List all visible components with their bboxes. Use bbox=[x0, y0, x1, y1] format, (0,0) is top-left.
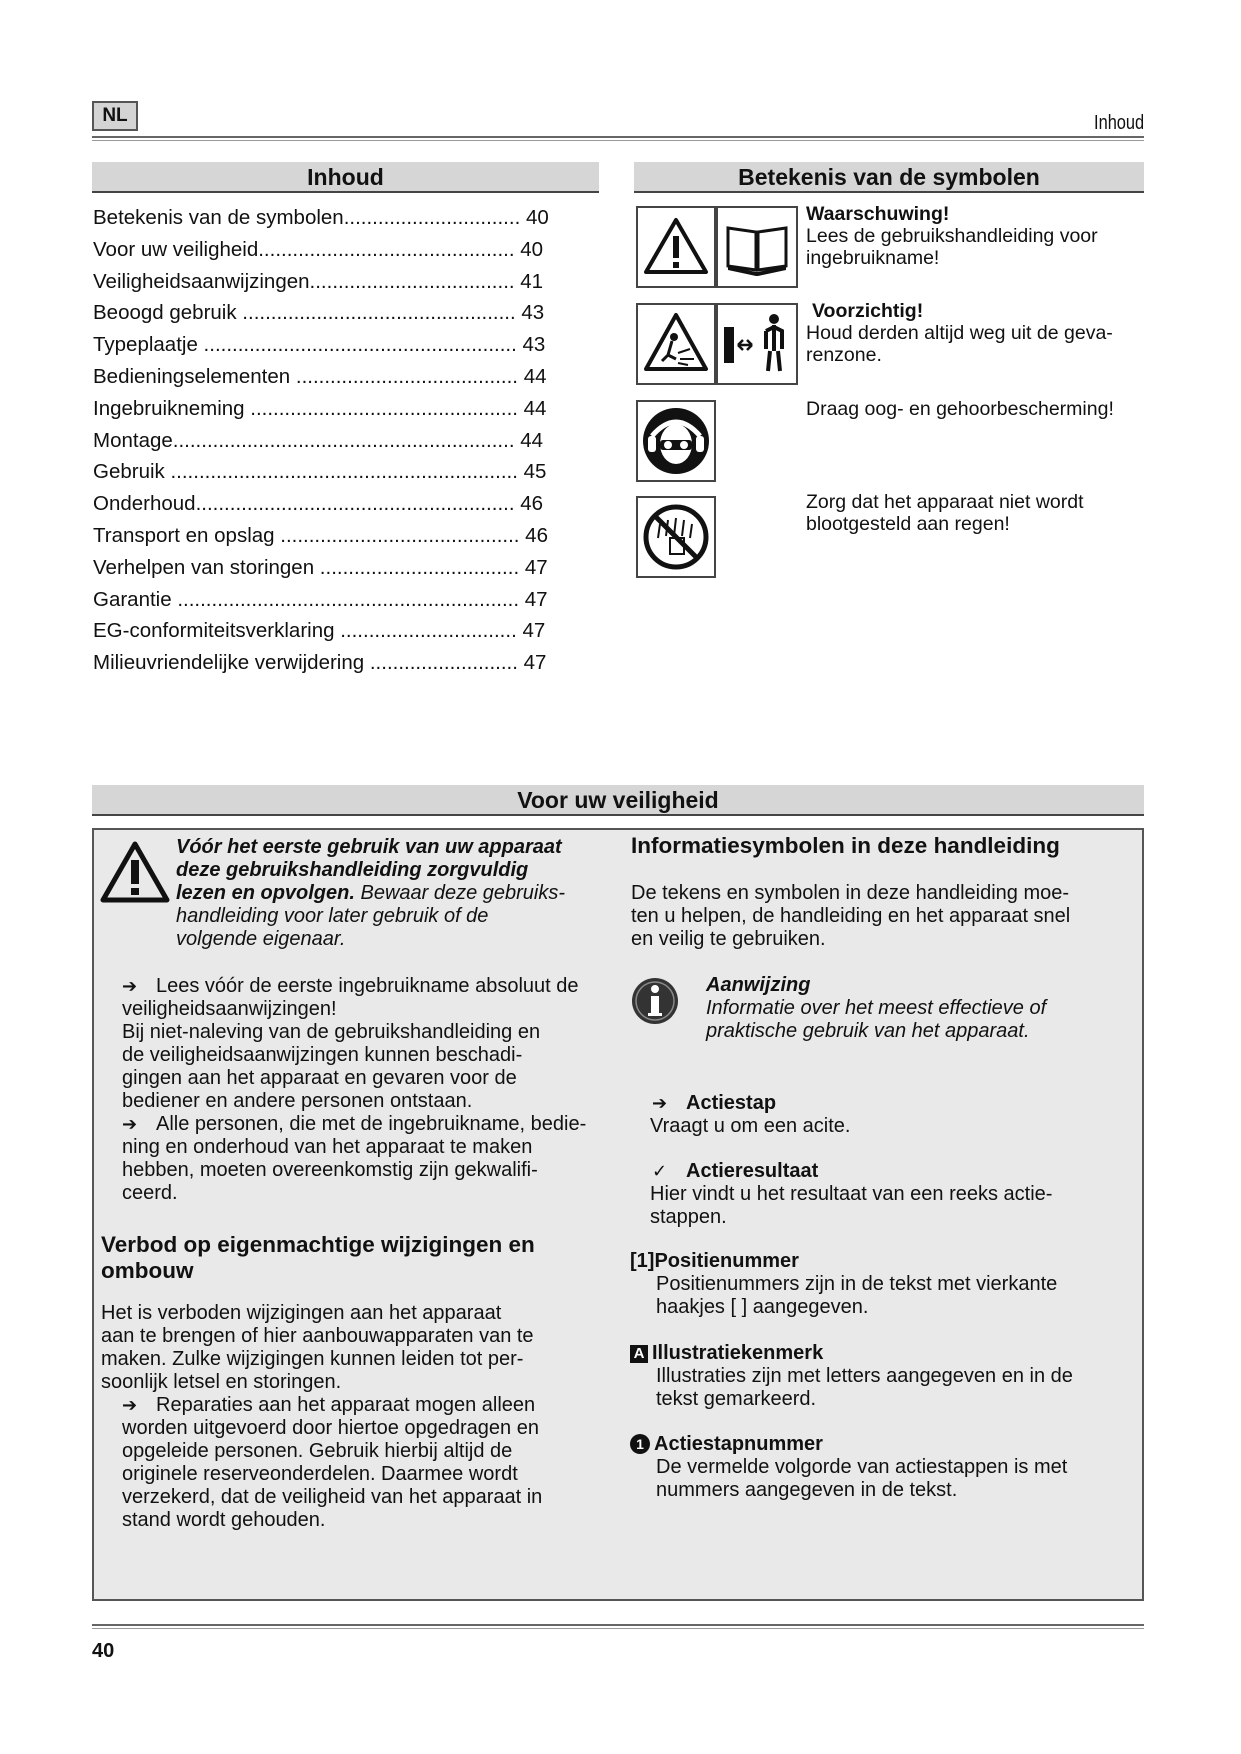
instruction-line: de veiligheidsaanwijzingen kunnen beschadi- bbox=[122, 1044, 523, 1066]
toc-entry[interactable]: Montage............................................................ 44 bbox=[93, 428, 544, 452]
toc-entry[interactable]: Gebruik ............................................................. 45 bbox=[93, 460, 547, 484]
toc-entry[interactable]: Beoogd gebruik ................................................ 43 bbox=[93, 301, 545, 325]
positie-block bbox=[630, 1250, 1057, 1319]
heading-line: Verbod op eigenmachtige wijzigingen en bbox=[101, 1232, 535, 1257]
caution-symbol-box bbox=[636, 303, 716, 385]
toc-entry[interactable]: Betekenis van de symbolen............................... 40 bbox=[93, 206, 549, 229]
intro-line: handleiding voor later gebruik of de bbox=[176, 905, 489, 927]
positie-line: haakjes [ ] aangegeven. bbox=[656, 1296, 869, 1318]
toc-entry[interactable]: Garantie ............................................................ 47 bbox=[93, 587, 548, 611]
aanwijzing-line: praktische gebruik van het apparaat. bbox=[706, 1020, 1030, 1042]
safety-intro bbox=[176, 836, 616, 951]
info-heading: Informatiesymbolen in deze handleiding bbox=[631, 833, 1060, 858]
verbod-text bbox=[101, 1302, 621, 1532]
verbod-line: worden uitgevoerd door hiertoe opgedragen en bbox=[122, 1417, 539, 1439]
toc-entry[interactable]: Typeplaatje ....................................................... 43 bbox=[93, 333, 546, 357]
symbol-line: Houd derden altijd weg uit de geva- bbox=[806, 322, 1113, 344]
instruction-line: bediener en andere personen ontstaan. bbox=[122, 1090, 473, 1112]
actieresultaat-heading: Actieresultaat bbox=[686, 1160, 819, 1182]
symbol-line: Lees de gebruikshandleiding voor bbox=[806, 225, 1098, 247]
actiestapnummer-block bbox=[630, 1433, 1067, 1502]
actiestap-text: Vraagt u om een acite. bbox=[650, 1115, 851, 1137]
toc-entry[interactable]: Transport en opslag .......................................... 46 bbox=[93, 523, 548, 547]
actiestap-block bbox=[650, 1092, 851, 1138]
info-line: De tekens en symbolen in deze handleiding moe- bbox=[631, 882, 1070, 904]
verbod-line: aan te brengen of hier aanbouwapparaten van te bbox=[101, 1325, 534, 1347]
symbol-line: Zorg dat het apparaat niet wordt bbox=[806, 491, 1084, 513]
actiestap-heading: Actiestap bbox=[686, 1092, 777, 1114]
arrow-icon: ➔ bbox=[652, 1093, 668, 1113]
instruction-line: gingen aan het apparaat en gevaren voor de bbox=[122, 1067, 517, 1089]
info-icon bbox=[630, 976, 680, 1026]
symbol-description-caution bbox=[806, 300, 1113, 366]
header-rule bbox=[92, 136, 1144, 141]
symbol-description-no-rain bbox=[806, 491, 1084, 535]
eye-ear-protection-icon bbox=[638, 402, 714, 480]
symbol-line: blootgesteld aan regen! bbox=[806, 513, 1010, 535]
illustratie-block bbox=[630, 1342, 1073, 1411]
info-text bbox=[631, 882, 1070, 951]
actiestapnummer-line: nummers aangegeven in de tekst. bbox=[656, 1479, 958, 1501]
toc-title: Inhoud bbox=[92, 162, 599, 193]
heading-line: ombouw bbox=[101, 1258, 194, 1283]
toc-entry[interactable]: Veiligheidsaanwijzingen.................................... 41 bbox=[93, 269, 544, 293]
footer-rule bbox=[92, 1624, 1144, 1629]
header-section-title: Inhoud bbox=[1093, 112, 1144, 134]
keep-distance-icon bbox=[718, 305, 796, 383]
intro-line: volgende eigenaar. bbox=[176, 928, 346, 950]
instruction-line: Bij niet-naleving van de gebruikshandleiding en bbox=[122, 1021, 541, 1043]
arrow-icon: ➔ bbox=[122, 976, 138, 996]
instruction-line: ning en onderhoud van het apparaat te maken bbox=[122, 1136, 533, 1158]
illustratie-line: tekst gemarkeerd. bbox=[656, 1388, 817, 1410]
actiestapnummer-heading: Actiestapnummer bbox=[654, 1433, 823, 1455]
verbod-line: stand wordt gehouden. bbox=[122, 1509, 326, 1531]
verbod-line: opgeleide personen. Gebruik hierbij altijd de bbox=[122, 1440, 513, 1462]
instruction-line: veiligheidsaanwijzingen! bbox=[122, 998, 337, 1020]
actieresultaat-block bbox=[650, 1160, 1052, 1229]
safety-title: Voor uw veiligheid bbox=[92, 785, 1144, 816]
symbol-heading: Waarschuwing! bbox=[806, 203, 950, 225]
toc-entry[interactable]: Voor uw veiligheid............................................. 40 bbox=[93, 237, 544, 261]
symbol-line: Draag oog- en gehoorbescherming! bbox=[806, 398, 1114, 420]
symbol-description-warning bbox=[806, 203, 1098, 269]
toc-entry[interactable]: Bedieningselementen ....................................... 44 bbox=[93, 364, 547, 388]
aanwijzing-line: Informatie over het meest effectieve of bbox=[706, 997, 1047, 1019]
actieresultaat-line: stappen. bbox=[650, 1206, 727, 1228]
intro-bold-line: deze gebruikshandleiding zorgvuldig bbox=[176, 859, 529, 881]
warning-symbol-box bbox=[636, 206, 716, 288]
verbod-line: maken. Zulke wijzigingen kunnen leiden tot per- bbox=[101, 1348, 524, 1370]
verbod-line: Reparaties aan het apparaat mogen alleen bbox=[156, 1394, 536, 1416]
page-number: 40 bbox=[92, 1640, 115, 1662]
instruction-line: hebben, moeten overeenkomstig zijn gekwalifi- bbox=[122, 1159, 538, 1181]
intro-line: Bewaar deze gebruiks- bbox=[360, 882, 566, 904]
symbols-title: Betekenis van de symbolen bbox=[634, 162, 1144, 193]
verbod-line: soonlijk letsel en storingen. bbox=[101, 1371, 342, 1393]
verbod-line: originele reserveonderdelen. Daarmee wordt bbox=[122, 1463, 518, 1485]
toc-entry[interactable]: EG-conformiteitsverklaring ............................... 47 bbox=[93, 619, 546, 643]
aanwijzing-block bbox=[706, 974, 1046, 1043]
info-line: en veilig te gebruiken. bbox=[631, 928, 826, 950]
aanwijzing-heading: Aanwijzing bbox=[706, 974, 811, 996]
info-line: ten u helpen, de handleiding en het apparaat snel bbox=[631, 905, 1071, 927]
intro-bold-line: Vóór het eerste gebruik van uw apparaat bbox=[176, 836, 562, 858]
manual-symbol-box bbox=[716, 206, 798, 288]
checkmark-icon: ✓ bbox=[652, 1161, 668, 1181]
intro-bold-line: lezen en opvolgen. bbox=[176, 882, 355, 904]
symbol-line: renzone. bbox=[806, 344, 882, 366]
warning-triangle-icon bbox=[638, 208, 714, 286]
no-rain-symbol-box bbox=[636, 496, 716, 578]
verbod-line: verzekerd, dat de veiligheid van het apparaat in bbox=[122, 1486, 543, 1508]
symbol-line: ingebruikname! bbox=[806, 247, 940, 269]
actiestapnummer-line: De vermelde volgorde van actiestappen is met bbox=[656, 1456, 1068, 1478]
instruction-line: Lees vóór de eerste ingebruikname absoluut de bbox=[156, 975, 579, 997]
arrow-icon: ➔ bbox=[122, 1395, 138, 1415]
illustratie-badge: A bbox=[630, 1345, 648, 1363]
verbod-line: Het is verboden wijzigingen aan het apparaat bbox=[101, 1302, 502, 1324]
arrow-icon: ➔ bbox=[122, 1114, 138, 1134]
language-badge: NL bbox=[92, 101, 138, 131]
toc-entry[interactable]: Ingebruikneming ............................................... 44 bbox=[93, 396, 547, 420]
illustratie-line: Illustraties zijn met letters aangegeven en in de bbox=[656, 1365, 1073, 1387]
verbod-heading bbox=[101, 1232, 535, 1284]
safety-instructions bbox=[122, 975, 632, 1205]
illustratie-heading: Illustratiekenmerk bbox=[652, 1342, 824, 1364]
instruction-line: Alle personen, die met de ingebruikname, bedie- bbox=[156, 1113, 587, 1135]
toc-entry[interactable]: Onderhoud........................................................ 46 bbox=[93, 492, 544, 516]
no-rain-icon bbox=[638, 498, 714, 576]
open-book-icon bbox=[718, 208, 796, 286]
symbol-description-protection bbox=[806, 398, 1114, 420]
toc-entry[interactable]: Milieuvriendelijke verwijdering .......................... 47 bbox=[93, 651, 547, 675]
symbol-heading: Voorzichtig! bbox=[812, 300, 924, 322]
actieresultaat-line: Hier vindt u het resultaat van een reeks actie- bbox=[650, 1183, 1053, 1205]
instruction-line: ceerd. bbox=[122, 1182, 178, 1204]
actiestapnummer-badge: 1 bbox=[630, 1434, 650, 1454]
distance-symbol-box bbox=[716, 303, 798, 385]
toc-entry[interactable]: Verhelpen van storingen ................................... 47 bbox=[93, 555, 548, 579]
positie-line: Positienummers zijn in de tekst met vierkante bbox=[656, 1273, 1058, 1295]
positie-heading: [1]Positienummer bbox=[630, 1250, 799, 1272]
table-of-contents bbox=[93, 202, 593, 679]
flying-debris-warning-icon bbox=[638, 305, 714, 383]
warning-triangle-icon bbox=[100, 840, 170, 904]
protection-symbol-box bbox=[636, 400, 716, 482]
